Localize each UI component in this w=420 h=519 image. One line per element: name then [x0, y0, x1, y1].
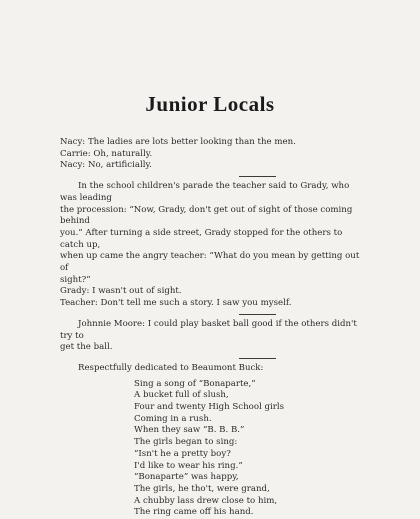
text-line: Carrie: Oh, naturally. — [60, 148, 153, 159]
dedication-text: Respectfully dedicated to Beaumont Buck: — [78, 362, 264, 373]
page-title: Junior Locals — [145, 92, 275, 116]
text-line: get the ball. — [60, 342, 113, 353]
text-line: you.” After turning a side street, Grady stopped for the others to catch up, — [60, 227, 343, 250]
poem-line: A bucket full of slush, — [134, 390, 229, 401]
separator-rule — [239, 358, 276, 359]
poem-line: A chubby lass drew close to him, — [134, 495, 278, 506]
text-line-content: In the school children's parade the teacher said to Grady, who was leading — [60, 181, 350, 203]
poem-line: The girls, he tho't, were grand, — [134, 483, 270, 494]
joke-nacy-carrie — [60, 137, 360, 172]
dedication-line — [60, 363, 360, 375]
separator-rule — [239, 314, 276, 315]
poem-line: Four and twenty High School girls — [134, 402, 284, 413]
joke-johnnie — [60, 319, 360, 354]
text-line: Grady: I wasn't out of sight. — [60, 286, 182, 297]
text-line — [60, 181, 360, 204]
poem-line: “Isn't he a pretty boy? — [134, 448, 231, 459]
poem-line: Sing a song of “Bonaparte,” — [134, 378, 256, 389]
poem-line: Coming in a rush. — [134, 413, 212, 424]
text-line — [60, 319, 360, 342]
poem-line: I'd like to wear his ring.” — [134, 460, 243, 471]
poem-line: When they saw “B. B. B.” — [134, 425, 245, 436]
text-line-content: Johnnie Moore: I could play basket ball good if the others didn't try to — [60, 318, 357, 341]
text-line: Teacher: Don't tell me such a story. I saw you myself. — [60, 298, 292, 309]
poem-line: The girls began to sing: — [134, 437, 238, 448]
text-line: Nacy: The ladies are lots better looking than the men. — [60, 137, 296, 147]
joke-parade — [60, 181, 360, 310]
poem — [134, 379, 360, 519]
text-line: sight?” — [60, 274, 91, 285]
poem-line: “Bonaparte” was happy, — [134, 472, 239, 483]
poem-line: The ring came off his hand. — [134, 507, 254, 518]
article-body — [60, 137, 360, 519]
separator-rule — [239, 176, 276, 177]
text-line: Nacy: No, artificially. — [60, 160, 152, 171]
text-line: when up came the angry teacher: “What do you mean by getting out of — [60, 251, 360, 274]
text-line: the procession: “Now, Grady, don't get out of sight of those coming behind — [60, 204, 353, 227]
